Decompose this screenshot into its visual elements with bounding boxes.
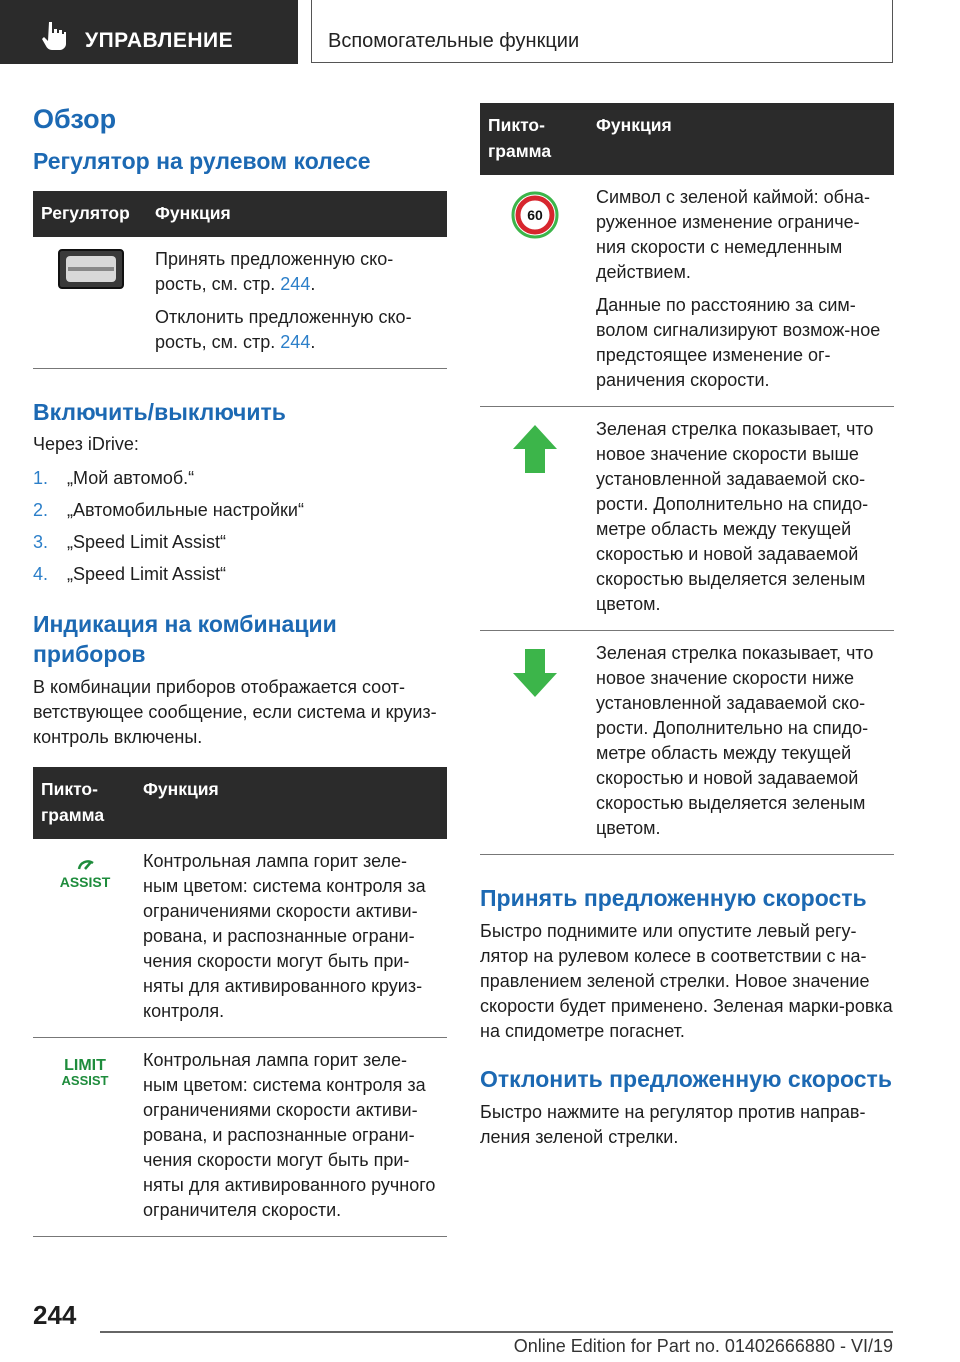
cluster-title: Индикация на комбинации приборов xyxy=(33,611,337,667)
onoff-title: Включить/выключить xyxy=(33,399,286,425)
assist-icon xyxy=(55,853,115,897)
list-item: 1. „Мой автомоб.“ xyxy=(33,468,195,488)
chapter-box xyxy=(311,0,893,63)
wheel-table xyxy=(33,191,447,369)
green-arrow-up-icon xyxy=(511,423,559,475)
right-column xyxy=(480,103,894,1150)
section-label: УПРАВЛЕНИЕ xyxy=(85,29,234,52)
function-header: Функция xyxy=(135,767,447,839)
table-row xyxy=(33,839,447,1038)
via-idrive-text: Через iDrive: xyxy=(33,434,139,454)
limit-assist-icon xyxy=(55,1052,115,1096)
page-number: 244 xyxy=(33,1300,77,1330)
steps-list xyxy=(33,466,447,587)
left-pictogram-table xyxy=(33,767,447,1237)
accept-function-text: Принять предложенную ско-рость, см. стр. 244. xyxy=(155,249,394,294)
wheel-function-cell xyxy=(147,237,447,369)
reject-title: Отклонить предложенную скорость xyxy=(480,1066,892,1092)
wheel-title: Регулятор на рулевом колесе xyxy=(33,148,371,174)
wheel-control-cell xyxy=(33,237,147,369)
table-row xyxy=(33,237,447,369)
svg-text:ASSIST: ASSIST xyxy=(61,1073,109,1088)
list-item: 3. „Speed Limit Assist“ xyxy=(33,532,227,552)
reject-text: Быстро нажмите на регулятор против направ-ления зеленой стрелки. xyxy=(480,1102,866,1147)
wheel-table-header-control: Регулятор xyxy=(33,191,147,237)
wheel-table-header-function: Функция xyxy=(147,191,447,237)
cluster-text: В комбинации приборов отображается соот-ветствующее сообщение, если система и круиз-контроль включены. xyxy=(33,677,437,747)
arrow-up-description: Зеленая стрелка показывает, что новое значение скорости выше установленной задаваемой ско-рости. Дополнительно на спидо-метре область между текущей скоростью и новой задаваемой скоростью выделяется зеленым цветом. xyxy=(588,407,894,631)
footer-divider xyxy=(100,1331,893,1333)
svg-text:ASSIST: ASSIST xyxy=(59,874,111,890)
hand-pointer-icon xyxy=(40,20,66,50)
table-row xyxy=(480,407,894,631)
overview-title: Обзор xyxy=(33,104,117,134)
green-arrow-down-icon xyxy=(511,647,559,699)
arrow-down-description: Зеленая стрелка показывает, что новое значение скорости ниже установленной задаваемой ско-рости. Дополнительно на спидо-метре область между текущей скоростью и новой задаваемой скоростью выделяется зеленым цветом. xyxy=(588,631,894,855)
svg-text:60: 60 xyxy=(527,207,543,223)
chapter-label: Вспомогательные функции xyxy=(328,30,580,52)
accept-text: Быстро поднимите или опустите левый регу-лятор на рулевом колесе в соответствии с на-правлением зеленой стрелки. Новое значение скорости будет применено. Зеленая марки-ровка на спидометре погаснет. xyxy=(480,921,893,1041)
list-item: 4. „Speed Limit Assist“ xyxy=(33,564,227,584)
pictogram-header: Пикто-грамма xyxy=(33,767,135,839)
assist-description: Контрольная лампа горит зеле-ным цветом: система контроля за ограничениями скорости активи-рована, и распознанные ограни-чения скорости могут быть при-няты для активированного круиз-контроля. xyxy=(135,839,447,1038)
list-item: 2. „Автомобильные настройки“ xyxy=(33,500,304,520)
table-row xyxy=(480,631,894,855)
limit-assist-description: Контрольная лампа горит зеле-ным цветом: система контроля за ограничениями скорости активи-рована, и распознанные ограни-чения скорости могут быть при-няты для активированного ручного ограничителя скорости. xyxy=(135,1038,447,1237)
left-column xyxy=(33,104,447,1237)
table-row xyxy=(33,1038,447,1237)
page-link[interactable]: 244 xyxy=(280,274,311,294)
edition-text: Online Edition for Part no. 01402666880 - VI/19 xyxy=(513,1336,893,1356)
pictogram-header: Пикто-грамма xyxy=(480,103,588,175)
speed-limit-60-icon xyxy=(511,191,559,239)
table-row xyxy=(480,175,894,407)
steering-rocker-icon xyxy=(58,249,124,289)
accept-title: Принять предложенную скорость xyxy=(480,885,867,911)
section-tab xyxy=(0,0,298,64)
svg-text:LIMIT: LIMIT xyxy=(64,1057,106,1074)
page-link[interactable]: 244 xyxy=(280,332,311,352)
function-header: Функция xyxy=(588,103,894,175)
speed-sign-description: Символ с зеленой каймой: обна-руженное изменение ограниче-ния скорости с немедленным действием. xyxy=(596,187,870,282)
reject-function-text: Отклонить предложенную ско-рость, см. стр. 244. xyxy=(155,307,412,352)
distance-description: Данные по расстоянию за сим-волом сигнализируют возмож-ное предстоящее изменение ог-раничения скорости. xyxy=(596,295,881,390)
right-pictogram-table xyxy=(480,103,894,855)
